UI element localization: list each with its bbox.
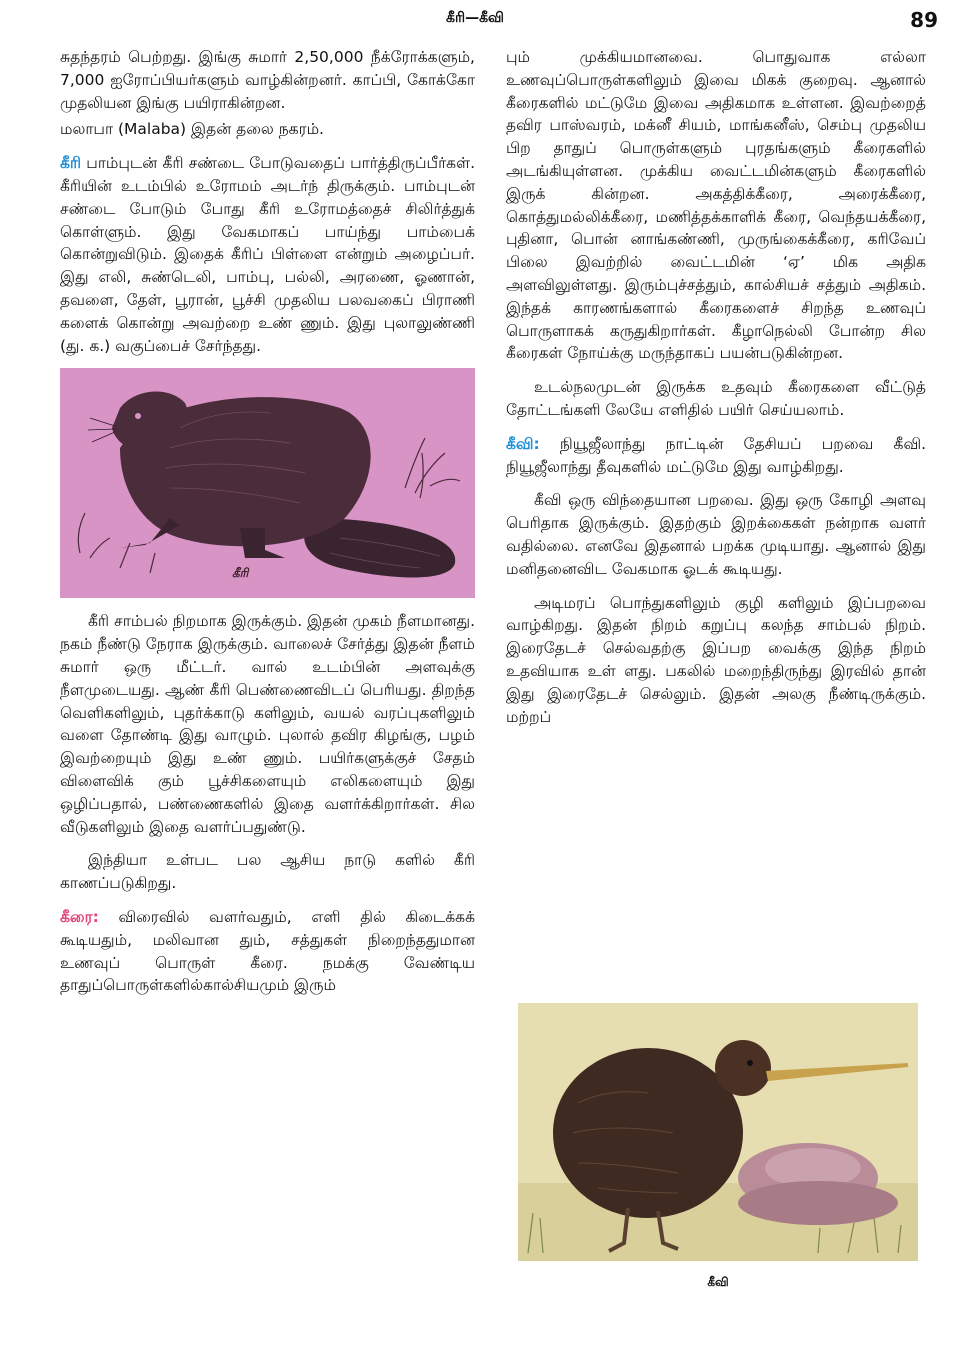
paragraph-keerai-garden: உடல்நலமுடன் இருக்க உதவும் கீரைகளை வீட்டுத் தோட்டங்களி லேயே எளிதில் பயிர் செய்யலாம்.: [506, 378, 926, 419]
entry-text-keevi: நியூஜீலாந்து நாட்டின் தேசியப் பறவை கீவி. நியூஜீலாந்து தீவுகளில் மட்டுமே இது வாழ்கிறது.: [506, 434, 926, 476]
mongoose-caption: கீரி: [232, 566, 249, 581]
entry-text-keeri: பாம்புடன் கீரி சண்டை போடுவதைப் பார்த்திருப்பீர்கள். கீரியின் உடம்பில் உரோமம் அடர்ந் திருக்கும். பாம்புடன் சண்டை போடும் போது கீரி உரோமத்தைச் சிலிர்த்துக் கொள்ளும். இது வேகமாகப் பாய்ந்து பாம்பைக் கொன்றுவிடும். இதைக் கீரிப் பிள்ளை என்றும் அழைப்பர். இது எலி, சுண்டெலி, பாம்பு, பல்லி, அரணை, ஓணான், தவளை, தேள், பூரான், பூச்சி முதலிய பலவகைப் பிராணி களைக் கொன்று அவற்றை உண் ணும். இது புலாலுண்ணி (து. க.) வகுப்பைச் சேர்ந்தது.: [60, 154, 475, 355]
right-column: [506, 46, 926, 739]
kiwi-drawing: [518, 1003, 918, 1261]
paragraph-keevi-description: கீவி ஒரு விந்தையான பறவை. இது ஒரு கோழி அளவு பெரிதாக இருக்கும். இதற்கும் இறக்கைகள் நன்றாக வளர் வதில்லை. எனவே இதனால் பறக்க முடியாது. ஆனால் இது மனிதனைவிட வேகமாக ஓடக் கூடியது.: [506, 491, 926, 578]
kiwi-caption: கீவி: [707, 1275, 729, 1289]
entry-term-keeri: கீரி: [60, 154, 82, 173]
entry-term-keevi: கீவி:: [506, 434, 540, 453]
mongoose-illustration: [60, 368, 475, 598]
page-number: 89: [910, 8, 938, 32]
paragraph-keerai-minerals: பும் முக்கியமானவை. பொதுவாக எல்லா உணவுப்பொருள்களிலும் இவை மிகக் குறைவு. ஆனால் கீரைகளில் மட்டுமே இவை அதிகமாக உள்ளன. இவற்றைத் தவிர பாஸ்வரம், மக்னீ சியம், மாங்கனீஸ், செம்பு முதலிய பிற தாதுப் பொருள்களும் புரதங்களும் கீரைகளில் அடங்கியுள்ளன. முக்கிய வைட்டமின்களும் கீரைகளில் இருக் கின்றன. அகத்திக்கீரை, அரைக்கீரை, கொத்துமல்லிக்கீரை, மணித்தக்காளிக் கீரை, வெந்தயக்கீரை, புதினா, பொன் னாங்கண்ணி, முருங்கைக்கீரை, கரிவேப் பிலை இவற்றில் வைட்டமின் ‘ஏ’ மிக அதிக அளவிலுள்ளது. இரும்புச்சத்தும், கால்சியச் சத்தும் அதிகம். இந்தக் காரணங்களால் கீரைகளைச் சிறந்த உணவுப் பொருளாகக் கருதுகிறார்கள். கீழாநெல்லி போன்ற சில கீரைகள் நோய்க்கு மருந்தாகப் பயன்படுகின்றன.: [506, 48, 926, 363]
running-header: கீரி—கீவி: [446, 10, 504, 26]
paragraph-capital: மலாபா (Malaba) இதன் தலை நகரம்.: [60, 120, 324, 139]
mongoose-drawing: [60, 368, 475, 598]
paragraph-keeri-habitat: இந்தியா உள்பட பல ஆசிய நாடு களில் கீரி காணப்படுகிறது.: [60, 851, 475, 893]
kiwi-figure: [518, 1003, 918, 1291]
entry-keevi: [506, 433, 926, 479]
left-column: [60, 46, 475, 1008]
paragraph-continuation: சுதந்தரம் பெற்றது. இங்கு சுமார் 2,50,000 நீக்ரோக்களும், 7,000 ஐரோப்பியர்களும் வாழ்கின்றனர். காப்பி, கோக்கோ முதலியன இங்கு பயிராகின்றன.: [60, 48, 475, 112]
entry-keeri: [60, 152, 475, 357]
entry-text-keerai: விரைவில் வளர்வதும், எளி தில் கிடைக்கக் கூடியதும், மலிவான தும், சத்துகள் நிறைந்ததுமான உணவுப் பொருள் கீரை. நமக்கு வேண்டிய தாதுப்பொருள்களில்கால்சியமும் இரும்: [60, 907, 475, 995]
entry-keerai: [60, 906, 475, 997]
paragraph-keevi-habitat: அடிமரப் பொந்துகளிலும் குழி களிலும் இப்பறவை வாழ்கிறது. இதன் நிறம் கறுப்பு கலந்த சாம்பல் நிறம். இரைதேடச் செல்வதற்கு இப்பற வைக்கு இந்த நிறம் உதவியாக உள் ளது. பகலில் மறைந்திருந்து இரவில் தான் இது இரைதேடச் செல்லும். இதன் அலகு நீண்டிருக்கும். மற்றப்: [506, 593, 926, 726]
entry-term-keerai: கீரை:: [60, 907, 99, 926]
paragraph-keeri-description: கீரி சாம்பல் நிறமாக இருக்கும். இதன் முகம் நீளமானது. நகம் நீண்டு நேராக இருக்கும். வாலைச் சேர்த்து இதன் நீளம் சுமார் ஒரு மீட்டர். வால் உடம்பின் அளவுக்கு நீளமுடையது. ஆண் கீரி பெண்ணைவிடப் பெரியது. திறந்த வெளிகளிலும், புதர்க்காடு களிலும், வயல் வரப்புகளிலும் வளை தோண்டி இது வாழும். புலால் தவிர கிழங்கு, பழம் இவற்றையும் இது உண் ணும். பயிர்களுக்குச் சேதம் விளைவிக் கும் பூச்சிகளையும் எலிகளையும் இது ஒழிப்பதால், பண்ணைகளில் இதை வளர்க்கிறார்கள். சில வீடுகளிலும் இதை வளர்ப்பதுண்டு.: [60, 612, 475, 836]
kiwi-illustration: [518, 1003, 918, 1261]
